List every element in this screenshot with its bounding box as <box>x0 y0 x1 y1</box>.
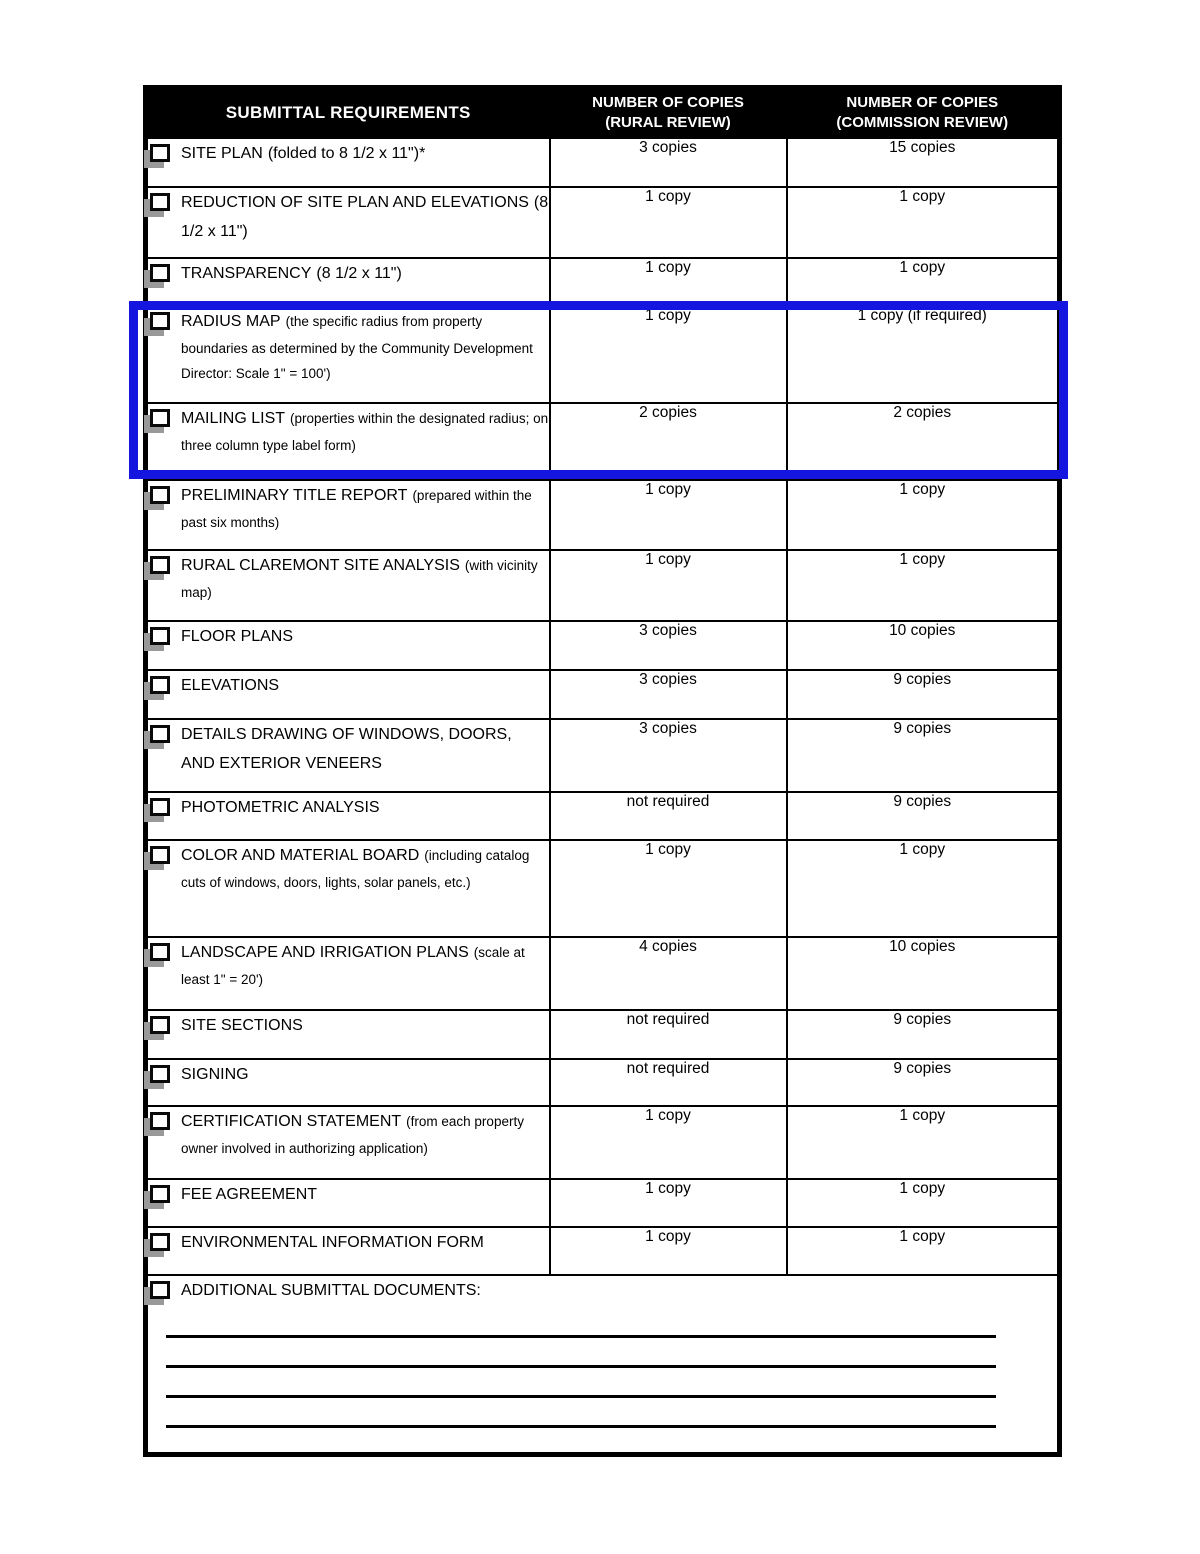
header-copies-rural <box>550 88 787 138</box>
item-label: SITE SECTIONS <box>181 1016 303 1034</box>
header-copies-commission-line2: (COMMISSION REVIEW) <box>836 114 1009 132</box>
blank-line <box>166 1425 996 1428</box>
rural-copies-cell: 1 copy <box>550 1106 787 1179</box>
checkbox-icon <box>150 943 170 961</box>
item-label: PRELIMINARY TITLE REPORT <box>181 486 408 504</box>
item-label: SIGNING <box>181 1065 249 1083</box>
item-label: LANDSCAPE AND IRRIGATION PLANS <box>181 943 469 961</box>
commission-copies-cell: 9 copies <box>787 670 1060 719</box>
item-label: ENVIRONMENTAL INFORMATION FORM <box>181 1233 484 1251</box>
table-row-certification-statement <box>146 1106 1060 1179</box>
commission-copies-cell: 1 copy <box>787 258 1060 306</box>
item-label: RURAL CLAREMONT SITE ANALYSIS <box>181 556 460 574</box>
table-row-landscape-irrigation <box>146 937 1060 1010</box>
checkbox-icon <box>150 486 170 504</box>
table-row-site-sections <box>146 1010 1060 1059</box>
table-row-rural-claremont-site-analysis <box>146 550 1060 621</box>
item-label: SITE PLAN <box>181 144 263 162</box>
item-label: MAILING LIST <box>181 409 286 427</box>
item-detail: (properties within the designated radius; on three column type label form) <box>181 410 549 453</box>
item-label: DETAILS DRAWING OF WINDOWS, DOORS, AND EXTERIOR VENEERS <box>181 725 512 772</box>
table-row-transparency <box>146 258 1060 306</box>
header-copies-rural-line2: (RURAL REVIEW) <box>605 114 731 132</box>
rural-copies-cell: 1 copy <box>550 1227 787 1275</box>
item-label: FEE AGREEMENT <box>181 1185 318 1203</box>
item-detail: (including catalog cuts of windows, doors, lights, solar panels, etc.) <box>181 847 530 890</box>
checkbox-icon <box>150 1233 170 1251</box>
rural-copies-cell: 3 copies <box>550 621 787 670</box>
item-label: CERTIFICATION STATEMENT <box>181 1112 402 1130</box>
checkbox-icon <box>150 1112 170 1130</box>
checkbox-icon <box>150 676 170 694</box>
rural-copies-cell: 1 copy <box>550 258 787 306</box>
checkbox-icon <box>150 312 170 330</box>
rural-copies-cell: 1 copy <box>550 1179 787 1227</box>
item-detail: (with vicinity map) <box>181 557 538 600</box>
commission-copies-cell: 1 copy <box>787 550 1060 621</box>
header-submittal-requirements: SUBMITTAL REQUIREMENTS <box>146 88 550 138</box>
commission-copies-cell: 1 copy <box>787 1179 1060 1227</box>
checkbox-icon <box>150 1065 170 1083</box>
checkbox-icon <box>150 798 170 816</box>
commission-copies-cell: 10 copies <box>787 621 1060 670</box>
submittal-requirements-table <box>143 85 1062 1457</box>
table-row-mailing-list <box>146 403 1060 480</box>
rural-copies-cell: 2 copies <box>550 403 787 480</box>
rural-copies-cell: 1 copy <box>550 306 787 403</box>
table-row-reduction <box>146 187 1060 258</box>
checkbox-icon <box>150 144 170 162</box>
rural-copies-cell: 1 copy <box>550 840 787 937</box>
table-row-fee-agreement <box>146 1179 1060 1227</box>
blank-line <box>166 1395 996 1398</box>
rural-copies-cell: not required <box>550 1010 787 1059</box>
item-detail: (prepared within the past six months) <box>181 487 532 530</box>
item-detail: (folded to 8 1/2 x 11")* <box>267 144 426 162</box>
item-label: TRANSPARENCY <box>181 264 312 282</box>
commission-copies-cell: 2 copies <box>787 403 1060 480</box>
item-label: PHOTOMETRIC ANALYSIS <box>181 798 380 816</box>
table-row-additional-documents <box>146 1275 1060 1455</box>
header-copies-commission <box>787 88 1060 138</box>
item-label: FLOOR PLANS <box>181 627 294 645</box>
commission-copies-cell: 1 copy <box>787 480 1060 550</box>
commission-copies-cell: 10 copies <box>787 937 1060 1010</box>
commission-copies-cell: 1 copy <box>787 187 1060 258</box>
checkbox-icon <box>150 846 170 864</box>
commission-copies-cell: 1 copy <box>787 1227 1060 1275</box>
rural-copies-cell: 3 copies <box>550 670 787 719</box>
table-row-details-drawing <box>146 719 1060 792</box>
checkbox-icon <box>150 264 170 282</box>
rural-copies-cell: not required <box>550 1059 787 1106</box>
table-header-row <box>146 88 1060 138</box>
item-label: RADIUS MAP <box>181 312 281 330</box>
commission-copies-cell: 1 copy (if required) <box>787 306 1060 403</box>
table-row-color-material-board <box>146 840 1060 937</box>
checkbox-icon <box>150 556 170 574</box>
checkbox-icon <box>150 1185 170 1203</box>
commission-copies-cell: 15 copies <box>787 138 1060 187</box>
item-detail: (from each property owner involved in authorizing application) <box>181 1113 524 1156</box>
table-row-site-plan <box>146 138 1060 187</box>
item-label: COLOR AND MATERIAL BOARD <box>181 846 420 864</box>
blank-line <box>166 1335 996 1338</box>
commission-copies-cell: 1 copy <box>787 840 1060 937</box>
rural-copies-cell: not required <box>550 792 787 840</box>
table-row-photometric-analysis <box>146 792 1060 840</box>
rural-copies-cell: 3 copies <box>550 138 787 187</box>
item-label: ADDITIONAL SUBMITTAL DOCUMENTS: <box>181 1281 481 1299</box>
rural-copies-cell: 4 copies <box>550 937 787 1010</box>
write-in-lines <box>166 1335 996 1428</box>
checkbox-icon <box>150 1016 170 1034</box>
commission-copies-cell: 9 copies <box>787 1010 1060 1059</box>
table-row-radius-map <box>146 306 1060 403</box>
checkbox-icon <box>150 409 170 427</box>
item-label: REDUCTION OF SITE PLAN AND ELEVATIONS <box>181 193 529 211</box>
rural-copies-cell: 1 copy <box>550 550 787 621</box>
commission-copies-cell: 9 copies <box>787 719 1060 792</box>
item-label: ELEVATIONS <box>181 676 280 694</box>
table-row-signing <box>146 1059 1060 1106</box>
table-row-floor-plans <box>146 621 1060 670</box>
commission-copies-cell: 1 copy <box>787 1106 1060 1179</box>
commission-copies-cell: 9 copies <box>787 792 1060 840</box>
checkbox-icon <box>150 193 170 211</box>
table-row-environmental-information-form <box>146 1227 1060 1275</box>
item-detail: (scale at least 1" = 20') <box>181 944 525 987</box>
item-detail: (the specific radius from property boundaries as determined by the Community Development Director: Scale 1" = 100') <box>181 313 533 381</box>
rural-copies-cell: 1 copy <box>550 187 787 258</box>
checkbox-icon <box>150 725 170 743</box>
item-detail: (8 1/2 x 11") <box>316 264 402 282</box>
checkbox-icon <box>150 1281 170 1299</box>
table-row-preliminary-title-report <box>146 480 1060 550</box>
header-copies-rural-line1: NUMBER OF COPIES <box>592 94 744 112</box>
table-row-elevations <box>146 670 1060 719</box>
rural-copies-cell: 1 copy <box>550 480 787 550</box>
checkbox-icon <box>150 627 170 645</box>
item-detail: (8 1/2 x 11") <box>181 193 549 240</box>
blank-line <box>166 1365 996 1368</box>
header-copies-commission-line1: NUMBER OF COPIES <box>846 94 999 112</box>
commission-copies-cell: 9 copies <box>787 1059 1060 1106</box>
rural-copies-cell: 3 copies <box>550 719 787 792</box>
